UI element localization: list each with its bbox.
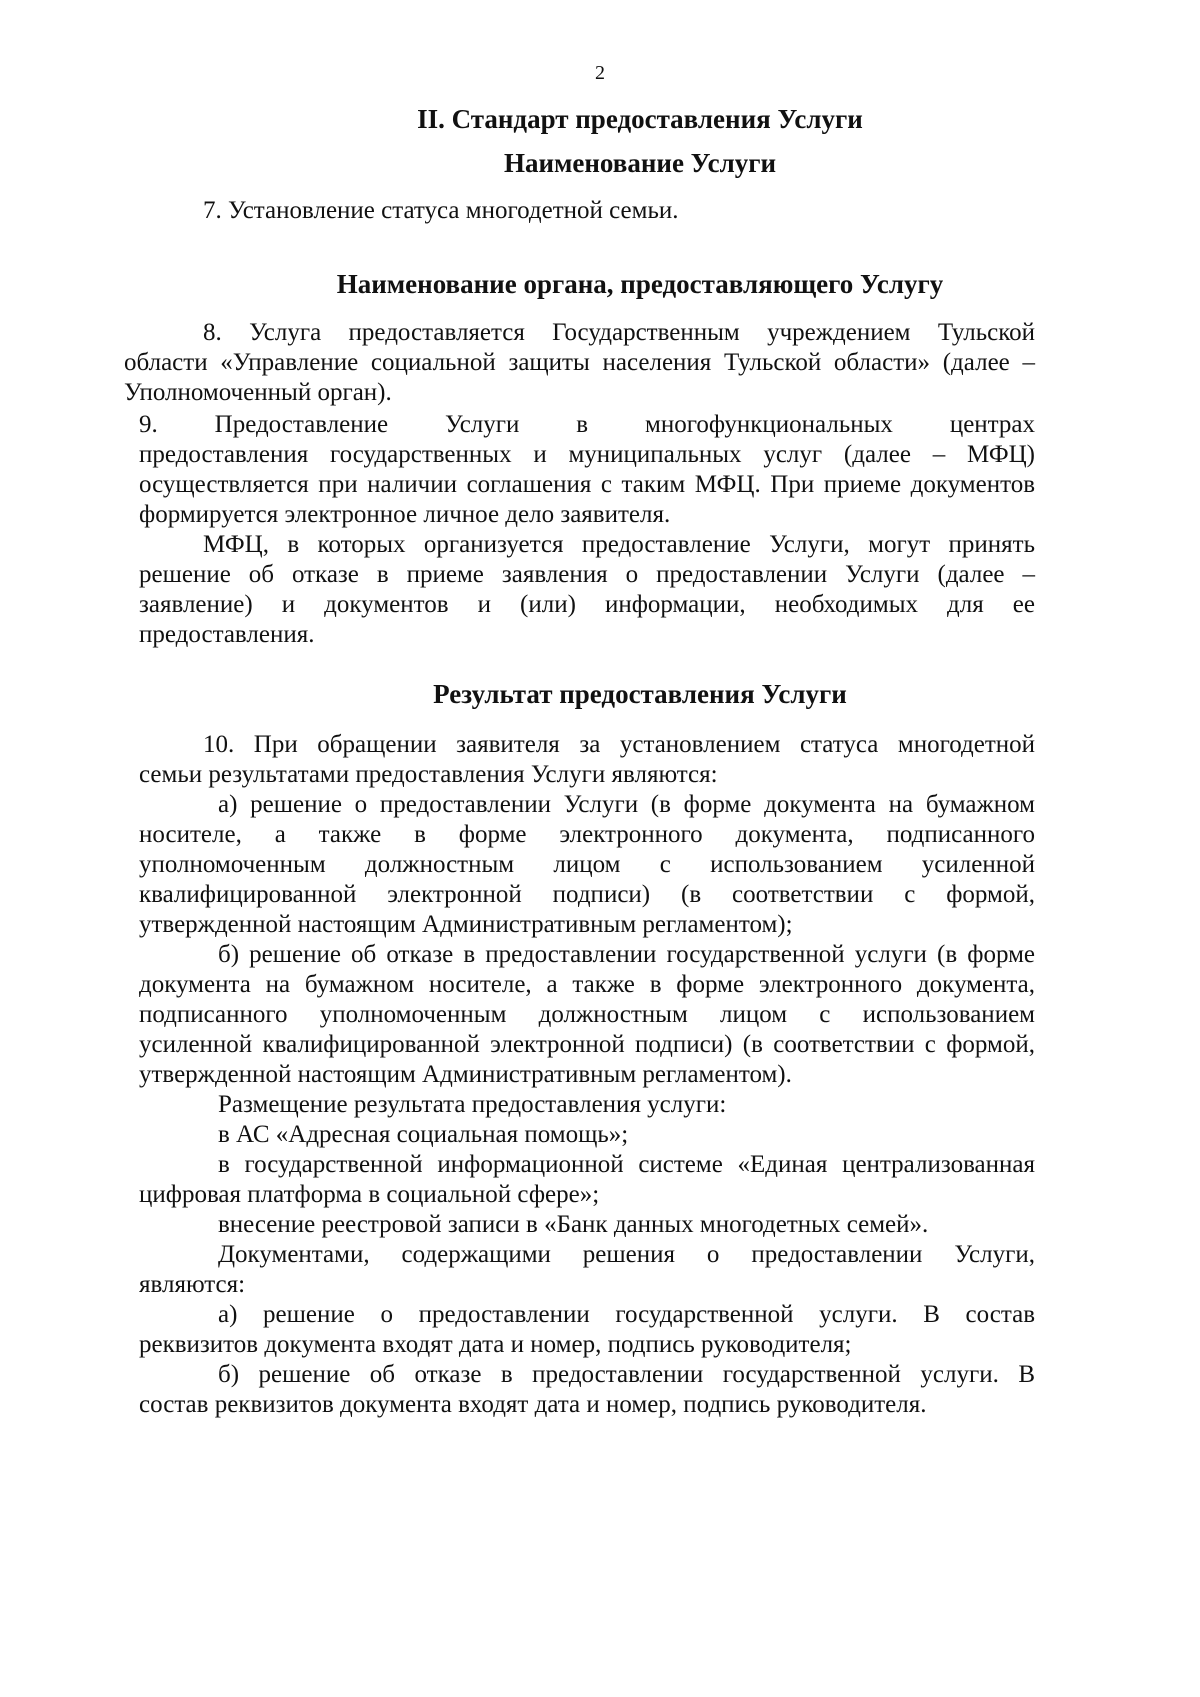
organ-heading: Наименование органа, предоставляющего Услугу [336,269,944,299]
paragraph-10-a-line: носителе, а также в форме электронного документа, подписанного [139,821,1035,848]
paragraph-8-line: 8. Услуга предоставляется Государственным учреждением Тульской [203,319,1035,346]
document-a-line: а) решение о предоставлении государственной услуги. В состав [218,1301,1035,1328]
document-b-line: состав реквизитов документа входят дата и номер, подпись руководителя. [139,1391,927,1418]
document-b-line: б) решение об отказе в предоставлении государственной услуги. В [218,1361,1035,1388]
paragraph-9-line: формируется электронное личное дело заявителя. [139,501,671,528]
paragraph-10-a-line: а) решение о предоставлении Услуги (в форме документа на бумажном [218,791,1035,818]
documents-intro-line: Документами, содержащими решения о предоставлении Услуги, [218,1241,1035,1268]
paragraph-10-b-line: усиленной квалифицированной электронной подписи) (в соответствии с формой, [139,1031,1035,1058]
paragraph-10-b-line: документа на бумажном носителе, а также в форме электронного документа, [139,971,1035,998]
placement-gis-line: в государственной информационной системе «Единая централизованная [218,1151,1035,1178]
paragraph-10-b-line: утвержденной настоящим Административным регламентом). [139,1061,792,1088]
paragraph-10-a-line: уполномоченным должностным лицом с использованием усиленной [139,851,1035,878]
paragraph-10-a-line: утвержденной настоящим Административным регламентом); [139,911,793,938]
paragraph-10-b-line: подписанного уполномоченным должностным лицом с использованием [139,1001,1035,1028]
placement-as: в АС «Адресная социальная помощь»; [218,1121,629,1148]
paragraph-10-line: семьи результатами предоставления Услуги являются: [139,761,718,788]
paragraph-9-mfc-line: МФЦ, в которых организуется предоставление Услуги, могут принять [203,531,1035,558]
placement-intro: Размещение результата предоставления услуги: [218,1091,727,1118]
paragraph-10-line: 10. При обращении заявителя за установлением статуса многодетной [203,731,1035,758]
paragraph-9-mfc-line: заявление) и документов и (или) информации, необходимых для ее [139,591,1035,618]
paragraph-8-line: области «Управление социальной защиты населения Тульской области» (далее – [124,349,1035,376]
paragraph-9-mfc-line: решение об отказе в приеме заявления о предоставлении Услуги (далее – [139,561,1035,588]
paragraph-9-line: осуществляется при наличии соглашения с таким МФЦ. При приеме документов [139,471,1035,498]
document-a-line: реквизитов документа входят дата и номер, подпись руководителя; [139,1331,852,1358]
paragraph-9-line: 9. Предоставление Услуги в многофункциональных центрах [139,411,1035,438]
result-heading: Результат предоставления Услуги [433,679,847,709]
paragraph-8-line: Уполномоченный орган). [124,379,392,406]
section-title: II. Стандарт предоставления Услуги [417,104,863,134]
paragraph-7: 7. Установление статуса многодетной семьи. [203,197,679,224]
service-name-heading: Наименование Услуги [503,148,777,178]
documents-intro-line: являются: [139,1271,246,1298]
placement-gis-line: цифровая платформа в социальной сфере»; [139,1181,600,1208]
paragraph-9-mfc-line: предоставления. [139,621,315,648]
paragraph-10-b-line: б) решение об отказе в предоставлении государственной услуги (в форме [218,941,1035,968]
paragraph-9-line: предоставления государственных и муниципальных услуг (далее – МФЦ) [139,441,1035,468]
placement-registry: внесение реестровой записи в «Банк данных многодетных семей». [218,1211,929,1238]
page-number: 2 [595,62,605,84]
paragraph-10-a-line: квалифицированной электронной подписи) (в соответствии с формой, [139,881,1035,908]
